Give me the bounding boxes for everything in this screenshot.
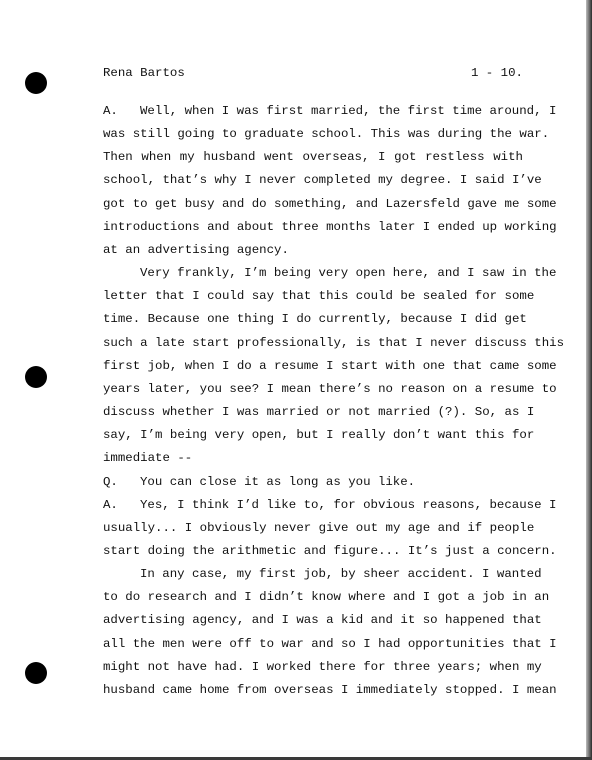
- text-line: years later, you see? I mean there’s no reason on a resume to: [103, 381, 557, 396]
- text-line: A. Yes, I think I’d like to, for obvious reasons, because I: [103, 494, 523, 517]
- transcript-body: [103, 100, 565, 702]
- text-line: say, I’m being very open, but I really don’t want this for: [103, 428, 535, 443]
- text-line: Then when my husband went overseas, I got restless with: [103, 150, 523, 165]
- speaker-label: Q.: [103, 474, 118, 489]
- punch-hole-middle: [25, 366, 47, 388]
- text-line: first job, when I do a resume I start with one that came some: [103, 358, 557, 373]
- text-line: husband came home from overseas I immediately stopped. I mean: [103, 682, 557, 697]
- answer-paragraph: [103, 262, 565, 470]
- text-line: Q. You can close it as long as you like.: [103, 471, 523, 494]
- text-line: school, that’s why I never completed my degree. I said I’ve: [103, 173, 542, 188]
- text-line: such a late start professionally, is that I never discuss this: [103, 335, 565, 350]
- answer-paragraph: [103, 563, 557, 702]
- text-line: A. Well, when I was first married, the first time around, I: [103, 100, 523, 123]
- speaker-label: A.: [103, 104, 118, 118]
- text-line: introductions and about three months later I ended up working: [103, 219, 557, 234]
- text-line: start doing the arithmetic and figure... It’s just a concern.: [103, 543, 557, 558]
- punch-hole-top: [25, 72, 47, 94]
- text-line: letter that I could say that this could be sealed for some: [103, 289, 535, 304]
- text-line: all the men were off to war and so I had opportunities that I: [103, 636, 557, 651]
- page-number: 1 - 10.: [470, 66, 523, 80]
- answer-paragraph: [103, 100, 557, 262]
- text-line: got to get busy and do something, and Lazersfeld gave me some: [103, 196, 557, 211]
- interviewee-name: Rena Bartos: [103, 66, 185, 80]
- text-line: advertising agency, and I was a kid and it so happened that: [103, 613, 542, 628]
- text-line: time. Because one thing I do currently, because I did get: [103, 312, 527, 327]
- text-line: Very frankly, I’m being very open here, and I saw in the: [140, 266, 557, 281]
- text-line: usually... I obviously never give out my age and if people: [103, 520, 535, 535]
- text-line: immediate --: [103, 451, 193, 466]
- text-line: In any case, my first job, by sheer accident. I wanted: [140, 567, 542, 582]
- question-paragraph: [103, 471, 523, 494]
- speaker-label: A.: [103, 497, 118, 512]
- page-edge-shadow: [586, 0, 592, 760]
- text-line: might not have had. I worked there for three years; when my: [103, 659, 542, 674]
- answer-paragraph: [103, 494, 557, 563]
- text-line: was still going to graduate school. This was during the war.: [103, 127, 550, 142]
- text-line: at an advertising agency.: [103, 242, 289, 257]
- text-line: discuss whether I was married or not married (?). So, as I: [103, 405, 535, 420]
- punch-hole-bottom: [25, 662, 47, 684]
- text-line: to do research and I didn’t know where and I got a job in an: [103, 590, 550, 605]
